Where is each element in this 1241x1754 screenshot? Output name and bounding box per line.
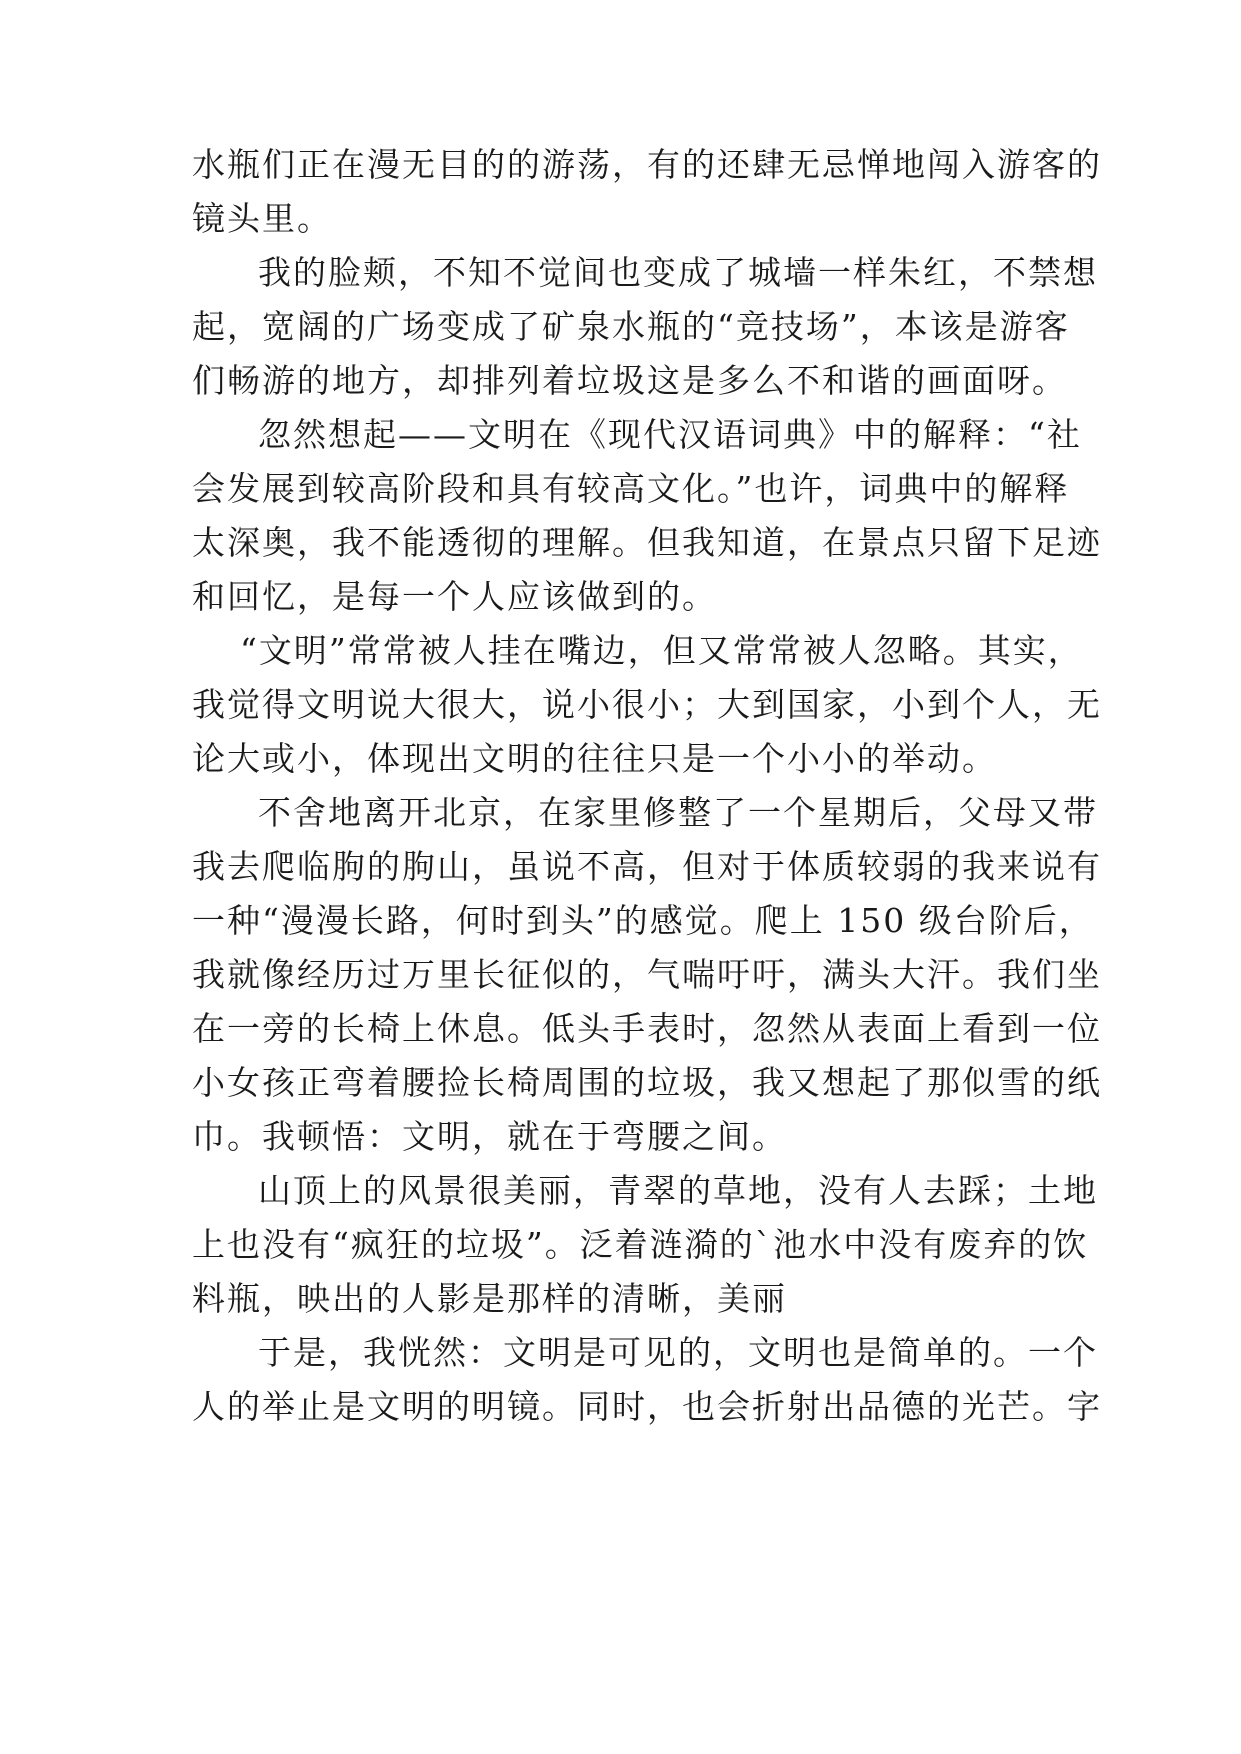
- text-line: 人的举止是文明的明镜。同时，也会折射出品德的光芒。字: [192, 1387, 1102, 1426]
- text-line: 我觉得文明说大很大，说小很小；大到国家，小到个人，无: [192, 685, 1102, 724]
- text-line: 们畅游的地方，却排列着垃圾这是多么不和谐的画面呀。: [192, 361, 1067, 400]
- paragraph-start-line: 山顶上的风景很美丽，青翠的草地，没有人去踩；土地: [258, 1171, 1098, 1210]
- text-line: 我去爬临朐的朐山，虽说不高，但对于体质较弱的我来说有: [192, 847, 1102, 886]
- text-line: 在一旁的长椅上休息。低头手表时，忽然从表面上看到一位: [192, 1009, 1102, 1048]
- text-line: 小女孩正弯着腰捡长椅周围的垃圾，我又想起了那似雪的纸: [192, 1063, 1102, 1102]
- text-line: 起，宽阔的广场变成了矿泉水瓶的“竞技场”，本该是游客: [192, 307, 1070, 346]
- paragraph-start-line: 我的脸颊，不知不觉间也变成了城墙一样朱红，不禁想: [258, 253, 1098, 292]
- paragraph-start-line: 不舍地离开北京，在家里修整了一个星期后，父母又带: [258, 793, 1098, 832]
- text-line: 太深奥，我不能透彻的理解。但我知道，在景点只留下足迹: [192, 523, 1102, 562]
- text-line: 我就像经历过万里长征似的，气喘吁吁，满头大汗。我们坐: [192, 955, 1102, 994]
- paragraph-start-line: “文明”常常被人挂在嘴边，但又常常被人忽略。其实，: [240, 631, 1083, 670]
- text-line: 巾。我顿悟：文明，就在于弯腰之间。: [192, 1117, 787, 1156]
- text-line: 料瓶，映出的人影是那样的清晰，美丽: [192, 1279, 787, 1318]
- text-line: 上也没有“疯狂的垃圾”。泛着涟漪的`池水中没有废弃的饮: [192, 1225, 1089, 1264]
- paragraph-start-line: 于是，我恍然：文明是可见的，文明也是简单的。一个: [258, 1333, 1098, 1372]
- text-line: 水瓶们正在漫无目的的游荡，有的还肆无忌惮地闯入游客的: [192, 145, 1102, 184]
- text-line: 和回忆，是每一个人应该做到的。: [192, 577, 717, 616]
- text-line: 镜头里。: [192, 199, 332, 238]
- text-line: 论大或小，体现出文明的往往只是一个小小的举动。: [192, 739, 997, 778]
- text-line: 一种“漫漫长路，何时到头”的感觉。爬上 150 级台阶后，: [192, 901, 1094, 940]
- text-line: 会发展到较高阶段和具有较高文化。”也许，词典中的解释: [192, 469, 1070, 508]
- paragraph-start-line: 忽然想起——文明在《现代汉语词典》中的解释：“社: [258, 415, 1082, 454]
